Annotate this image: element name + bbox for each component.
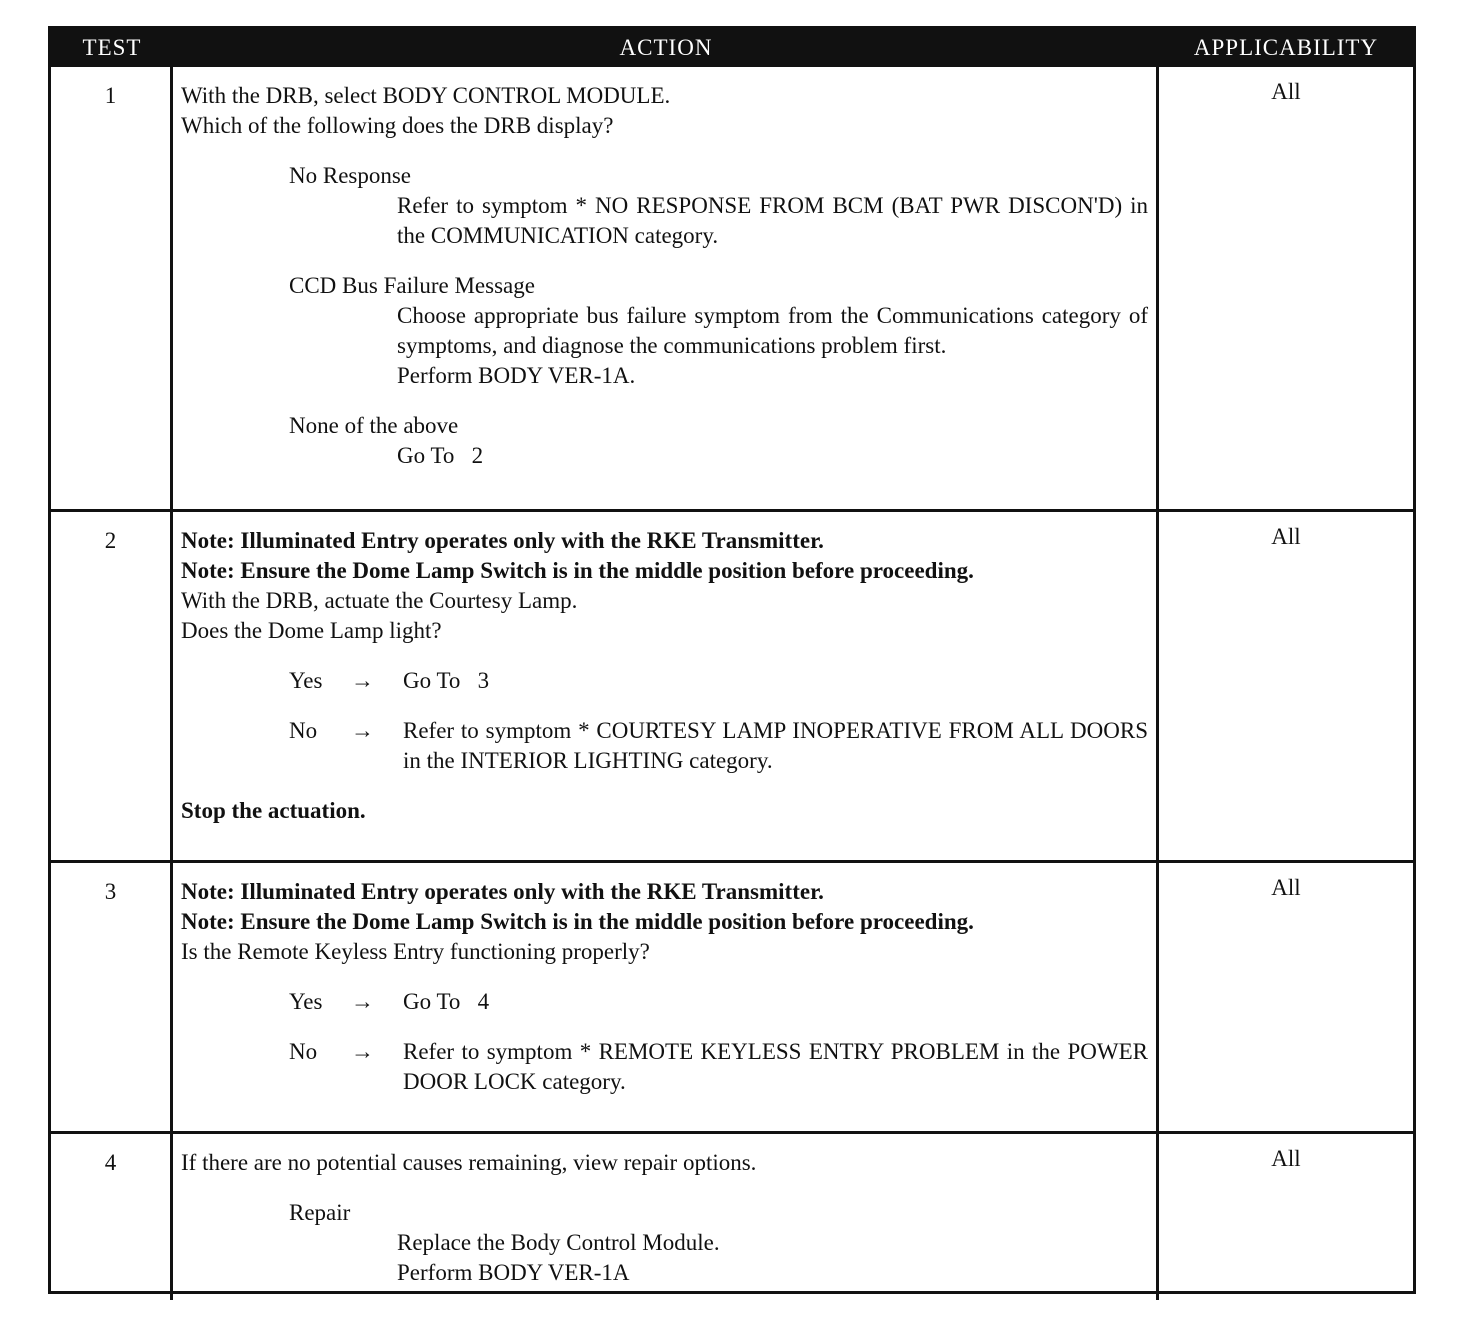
note-text: Note: Illuminated Entry operates only with the RKE Transmitter. — [181, 879, 824, 904]
applicability-value: All — [1271, 524, 1301, 549]
no-text: Refer to symptom * COURTESY LAMP INOPERATIVE FROM ALL DOORS in the INTERIOR LIGHTING category. — [403, 718, 1148, 773]
table-row-test-2 — [51, 509, 1413, 860]
diagnostic-table — [48, 26, 1416, 1294]
arrow-icon: → — [351, 1039, 374, 1064]
test-number: 2 — [51, 512, 173, 860]
test-number: 4 — [51, 1134, 173, 1300]
yes-branch — [181, 666, 1148, 696]
option-text: Choose appropriate bus failure symptom from the Communications category of symptoms, and diagnose the communications problem first. — [397, 303, 1148, 358]
action-cell — [173, 1134, 1159, 1300]
test-number: 3 — [51, 863, 173, 1131]
yes-branch — [181, 987, 1148, 1017]
arrow-icon: → — [351, 668, 374, 693]
option-label: None of the above — [289, 413, 459, 438]
table-row-test-4 — [51, 1131, 1413, 1291]
option-text: Go To 2 — [397, 443, 484, 468]
action-cell — [173, 863, 1159, 1131]
yes-text: Go To 3 — [403, 668, 490, 693]
table-row-test-1 — [51, 67, 1413, 509]
header-action: ACTION — [619, 35, 713, 60]
arrow-icon: → — [351, 989, 374, 1014]
action-intro: With the DRB, select BODY CONTROL MODULE. — [181, 83, 671, 108]
action-intro: Is the Remote Keyless Entry functioning properly? — [181, 939, 650, 964]
table-header — [51, 29, 1413, 67]
yes-label: Yes — [289, 989, 323, 1014]
option-text: Perform BODY VER-1A — [397, 1260, 630, 1285]
option-label: No Response — [289, 163, 412, 188]
no-label: No — [289, 1039, 318, 1064]
option-label: Repair — [289, 1200, 351, 1225]
action-intro: Does the Dome Lamp light? — [181, 618, 442, 643]
note-text: Note: Illuminated Entry operates only with the RKE Transmitter. — [181, 528, 824, 553]
option-text: Refer to symptom * NO RESPONSE FROM BCM (BAT PWR DISCON'D) in the COMMUNICATION category. — [397, 193, 1148, 248]
action-intro: Which of the following does the DRB display? — [181, 113, 614, 138]
applicability-value: All — [1271, 1146, 1301, 1171]
yes-label: Yes — [289, 668, 323, 693]
no-branch — [181, 1037, 1148, 1097]
action-intro: With the DRB, actuate the Courtesy Lamp. — [181, 588, 578, 613]
applicability-value: All — [1271, 875, 1301, 900]
option-text: Perform BODY VER-1A. — [397, 363, 636, 388]
header-applicability: APPLICABILITY — [1193, 35, 1379, 60]
action-cell — [173, 512, 1159, 860]
arrow-icon: → — [351, 718, 374, 743]
action-cell — [173, 67, 1159, 509]
table-row-test-3 — [51, 860, 1413, 1131]
note-text: Note: Ensure the Dome Lamp Switch is in the middle position before proceeding. — [181, 909, 974, 934]
footer-instruction: Stop the actuation. — [181, 798, 366, 823]
option-label: CCD Bus Failure Message — [289, 273, 535, 298]
applicability-value: All — [1271, 79, 1301, 104]
test-number: 1 — [51, 67, 173, 509]
note-text: Note: Ensure the Dome Lamp Switch is in the middle position before proceeding. — [181, 558, 974, 583]
option-text: Replace the Body Control Module. — [397, 1230, 720, 1255]
no-branch — [181, 716, 1148, 776]
yes-text: Go To 4 — [403, 989, 490, 1014]
no-text: Refer to symptom * REMOTE KEYLESS ENTRY PROBLEM in the POWER DOOR LOCK category. — [403, 1039, 1148, 1094]
header-test: TEST — [82, 35, 142, 60]
no-label: No — [289, 718, 318, 743]
action-intro: If there are no potential causes remaining, view repair options. — [181, 1150, 757, 1175]
